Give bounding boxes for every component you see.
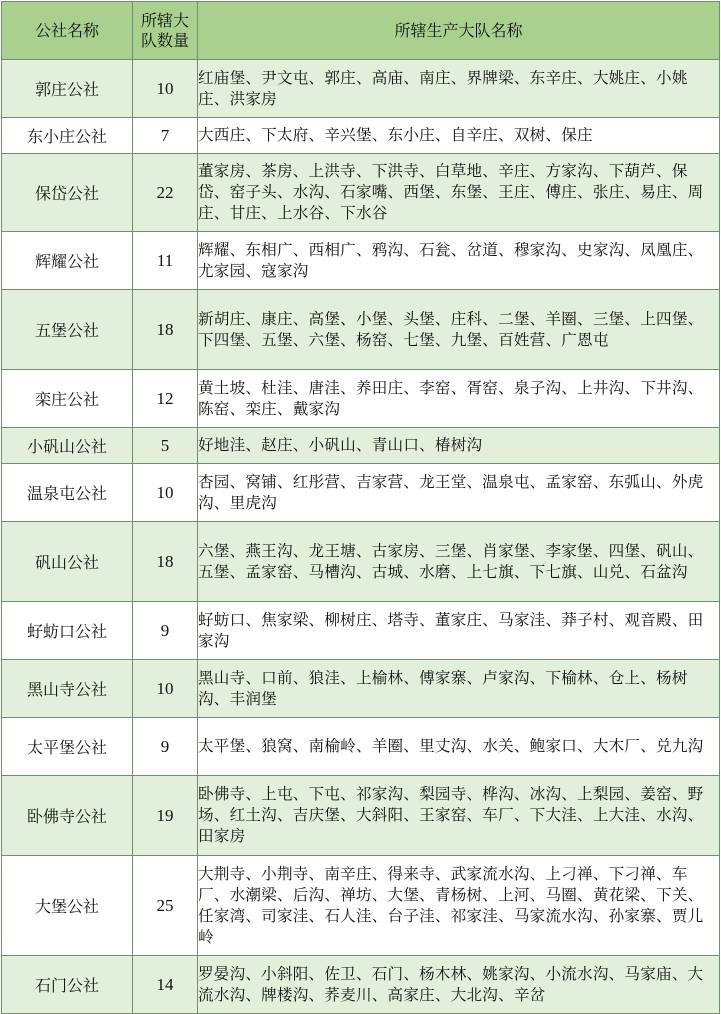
table-row	[2, 290, 720, 370]
commune-name-cell: 保岱公社	[2, 154, 133, 232]
table-row	[2, 60, 720, 118]
commune-name-cell: 太平堡公社	[2, 718, 133, 776]
brigade-names-cell: 辉耀、东相广、西相广、鸦沟、石瓮、岔道、穆家沟、史家沟、凤凰庄、尤家园、寇家沟	[198, 232, 720, 290]
table-row	[2, 118, 720, 154]
table-row	[2, 522, 720, 602]
brigade-count-cell: 25	[133, 856, 198, 956]
brigade-count-cell: 9	[133, 718, 198, 776]
header-brigade-count-line1: 所辖大	[140, 10, 189, 30]
brigade-count-cell: 10	[133, 660, 198, 718]
table-row	[2, 956, 720, 1014]
table-row	[2, 602, 720, 660]
table-row	[2, 464, 720, 522]
commune-name-cell: 虸蚄口公社	[2, 602, 133, 660]
brigade-names-cell: 黄土坡、杜洼、唐洼、养田庄、李窑、胥窑、泉子沟、上井沟、下井沟、陈窑、栾庄、戴家沟	[198, 370, 720, 428]
brigade-names-cell: 太平堡、狼窝、南榆岭、羊圈、里丈沟、水关、鲍家口、大木厂、兑九沟	[198, 718, 720, 776]
brigade-names-cell: 大西庄、下太府、辛兴堡、东小庄、自辛庄、双树、保庄	[198, 118, 720, 154]
table-header-row	[2, 2, 720, 60]
brigade-names-cell: 卧佛寺、上屯、下屯、祁家沟、梨园寺、桦沟、冰沟、上梨园、姜窑、野场、红土沟、吉庆堡、大斜阳、王家窑、车厂、下大洼、上大洼、水沟、田家房	[198, 776, 720, 856]
header-brigade-count-line2: 队数量	[140, 30, 189, 50]
header-brigade-names: 所辖生产大队名称	[198, 2, 720, 60]
commune-brigade-table	[1, 1, 720, 1014]
brigade-count-cell: 18	[133, 522, 198, 602]
commune-name-cell: 卧佛寺公社	[2, 776, 133, 856]
commune-name-cell: 石门公社	[2, 956, 133, 1014]
table-row	[2, 428, 720, 464]
brigade-count-cell: 18	[133, 290, 198, 370]
table-row	[2, 776, 720, 856]
brigade-names-cell: 黑山寺、口前、狼洼、上榆林、傅家寨、卢家沟、下榆林、仓上、杨树沟、丰润堡	[198, 660, 720, 718]
brigade-names-cell: 好地洼、赵庄、小矾山、青山口、椿树沟	[198, 428, 720, 464]
commune-name-cell: 五堡公社	[2, 290, 133, 370]
brigade-names-cell: 六堡、燕王沟、龙王塘、古家房、三堡、肖家堡、李家堡、四堡、矾山、五堡、孟家窑、马槽沟、古城、水磨、上七旗、下七旗、山兑、石盆沟	[198, 522, 720, 602]
table-row	[2, 232, 720, 290]
commune-name-cell: 辉耀公社	[2, 232, 133, 290]
header-commune-name: 公社名称	[2, 2, 133, 60]
brigade-names-cell: 红庙堡、尹文屯、郭庄、高庙、南庄、界牌梁、东辛庄、大姚庄、小姚庄、洪家房	[198, 60, 720, 118]
header-brigade-count	[133, 2, 198, 60]
brigade-names-cell: 新胡庄、康庄、高堡、小堡、头堡、庄科、二堡、羊圈、三堡、上四堡、下四堡、五堡、六堡、杨窑、七堡、九堡、百姓营、广恩屯	[198, 290, 720, 370]
table-body	[2, 60, 720, 1014]
commune-name-cell: 栾庄公社	[2, 370, 133, 428]
brigade-count-cell: 10	[133, 464, 198, 522]
brigade-count-cell: 19	[133, 776, 198, 856]
commune-name-cell: 黑山寺公社	[2, 660, 133, 718]
commune-name-cell: 矾山公社	[2, 522, 133, 602]
table-row	[2, 154, 720, 232]
brigade-count-cell: 10	[133, 60, 198, 118]
brigade-count-cell: 11	[133, 232, 198, 290]
commune-name-cell: 小矾山公社	[2, 428, 133, 464]
brigade-names-cell: 杏园、窝铺、红彤营、吉家营、龙王堂、温泉屯、孟家窑、东弧山、外虎沟、里虎沟	[198, 464, 720, 522]
commune-name-cell: 东小庄公社	[2, 118, 133, 154]
brigade-count-cell: 9	[133, 602, 198, 660]
brigade-count-cell: 5	[133, 428, 198, 464]
brigade-count-cell: 12	[133, 370, 198, 428]
brigade-count-cell: 7	[133, 118, 198, 154]
table-row	[2, 660, 720, 718]
brigade-names-cell: 虸蚄口、焦家梁、柳树庄、塔寺、董家庄、马家洼、莽子村、观音殿、田家沟	[198, 602, 720, 660]
brigade-names-cell: 大荆寺、小荆寺、南辛庄、得来寺、武家流水沟、上刁禅、下刁禅、车厂、水潮梁、后沟、禅坊、大堡、青杨树、上河、马圈、黄花梁、下关、任家湾、司家洼、石人洼、台子洼、祁家洼、马家流水沟、孙家寨、贾儿岭	[198, 856, 720, 956]
brigade-count-cell: 22	[133, 154, 198, 232]
table-row	[2, 718, 720, 776]
table-row	[2, 370, 720, 428]
brigade-count-cell: 14	[133, 956, 198, 1014]
brigade-names-cell: 董家房、茶房、上洪寺、下洪寺、白草地、辛庄、方家沟、下葫芦、保岱、窑子头、水沟、石家嘴、西堡、东堡、王庄、傅庄、张庄、易庄、周庄、甘庄、上水谷、下水谷	[198, 154, 720, 232]
commune-name-cell: 郭庄公社	[2, 60, 133, 118]
brigade-names-cell: 罗晏沟、小斜阳、佐卫、石门、杨木林、姚家沟、小流水沟、马家庙、大流水沟、牌楼沟、荞麦川、高家庄、大北沟、辛岔	[198, 956, 720, 1014]
table-row	[2, 856, 720, 956]
commune-name-cell: 大堡公社	[2, 856, 133, 956]
commune-name-cell: 温泉屯公社	[2, 464, 133, 522]
